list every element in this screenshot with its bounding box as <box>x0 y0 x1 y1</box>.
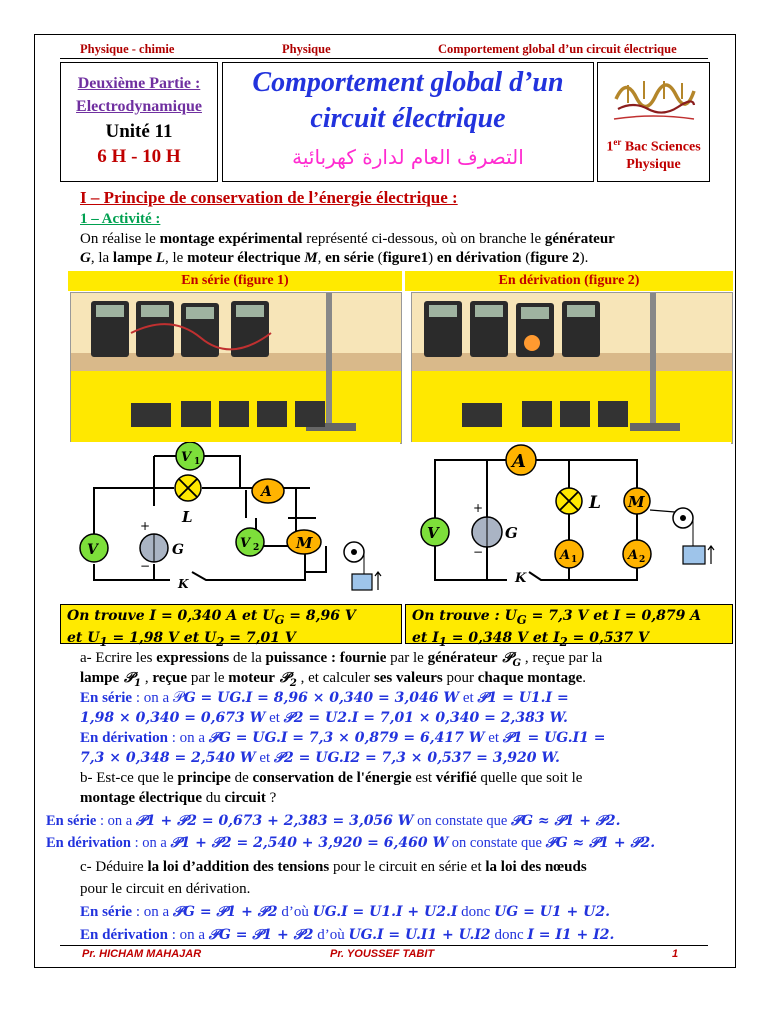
svg-text:2: 2 <box>639 555 646 565</box>
svg-text:−: − <box>473 545 484 559</box>
fig1-circuit <box>70 442 400 602</box>
M-label-2: M <box>628 493 645 511</box>
A2-label: A <box>628 548 639 563</box>
svg-text:1: 1 <box>571 555 578 565</box>
fig2-photo <box>411 292 733 444</box>
answer-b-deriv: En dérivation : on a 𝒫1 + 𝒫2 = 2,540 + 3,920 = 6,460 W on constate que 𝒫G ≈ 𝒫1 + 𝒫2. <box>46 835 656 851</box>
part-label: Deuxième Partie : <box>77 75 201 92</box>
intro-line-1: On réalise le montage expérimental représenté ci-dessous, où on branche le générateur <box>80 231 615 247</box>
V-label: V <box>87 542 98 558</box>
subject-label: Electrodynamique <box>76 98 202 115</box>
V2-sub: 2 <box>253 543 260 553</box>
fig1-label: En série (figure 1) <box>68 271 402 291</box>
hours-label: 6 H - 10 H <box>97 146 181 167</box>
answer-c-serie: En série : on a 𝒫G = 𝒫1 + 𝒫2 d’où UG.I = U1.I + U2.I donc UG = U1 + U2. <box>80 904 610 920</box>
section-heading: I – Principe de conservation de l’énergie électrique : <box>80 188 458 207</box>
footer-author-1: Pr. HICHAM MAHAJAR <box>82 948 202 960</box>
question-a-line-2: lampe 𝒫$_1$ , reçue par le moteur 𝒫$_2$ , et calculer ses valeurs pour chaque montage. <box>80 670 587 689</box>
header-left: Physique - chimie <box>80 42 175 56</box>
question-b-line-2: montage électrique du circuit ? <box>80 790 277 806</box>
intro-line-2: G, la lampe L, le moteur électrique M, en série (figure1) en dérivation (figure 2). <box>80 250 589 266</box>
A-label: A <box>261 484 272 500</box>
level-line-1: 1er Bac Sciences <box>606 137 701 155</box>
answer-a-deriv-1: En dérivation : on a 𝒫G = UG.I = 7,3 × 0,879 = 6,417 W et 𝒫1 = UG.I1 = <box>80 730 606 746</box>
answer-a-serie-2: 1,98 × 0,340 = 0,673 W et 𝒫2 = U2.I = 7,01 × 0,340 = 2,383 W. <box>80 710 568 726</box>
page-number: 1 <box>672 948 679 960</box>
fig1-results <box>60 604 402 649</box>
sub-heading: 1 – Activité : <box>80 211 161 227</box>
K-label: K <box>178 577 189 591</box>
title-arabic: التصرف العام لدارة كهربائية <box>292 145 524 169</box>
header-center: Physique <box>282 42 331 56</box>
V-label-2: V <box>427 524 439 542</box>
answer-c-deriv: En dérivation : on a 𝒫G = 𝒫1 + 𝒫2 d’où UG.I = U.I1 + U.I2 donc I = I1 + I2. <box>80 927 615 943</box>
level-box <box>597 62 710 182</box>
fig1-result-line-1: On trouve I = 0,340 A et $U_G = 8,96$ V <box>67 608 356 627</box>
title-line-2: circuit électrique <box>310 103 506 134</box>
header-right: Comportement global d’un circuit électrique <box>438 42 677 56</box>
answer-b-serie: En série : on a 𝒫1 + 𝒫2 = 0,673 + 2,383 = 3,056 W on constate que 𝒫G ≈ 𝒫1 + 𝒫2. <box>46 813 621 829</box>
question-a-line-1: a- Ecrire les expressions de la puissance : fournie par le générateur 𝒫$_G$ , reçue par la <box>80 650 603 669</box>
V1-sub: 1 <box>194 457 201 467</box>
footer-author-2: Pr. YOUSSEF TABIT <box>330 948 435 960</box>
title-line-1: Comportement global d’un <box>252 67 564 98</box>
K-label-2: K <box>515 571 527 586</box>
fig2-label: En dérivation (figure 2) <box>405 271 733 291</box>
svg-text:−: − <box>140 559 151 573</box>
svg-text:+: + <box>140 519 151 533</box>
footer-rule <box>60 945 708 946</box>
calligraphy-logo <box>608 69 698 127</box>
G-label: G <box>172 542 184 558</box>
unit-box <box>60 62 218 182</box>
fig2-results <box>405 604 733 649</box>
svg-text:+: + <box>473 501 484 515</box>
fig1-photo <box>70 292 402 444</box>
answer-a-deriv-2: 7,3 × 0,348 = 2,540 W et 𝒫2 = UG.I2 = 7,3 × 0,537 = 3,920 W. <box>80 750 560 766</box>
unit-label: Unité 11 <box>105 121 173 142</box>
V2-label: V <box>240 536 251 551</box>
L-label-2: L <box>589 493 601 513</box>
question-b-line-1: b- Est-ce que le principe de conservation de l'énergie est vérifié quelle que soit le <box>80 770 583 786</box>
A1-label: A <box>560 548 571 563</box>
question-c-line-2: pour le circuit en dérivation. <box>80 881 251 897</box>
header-rule <box>60 58 708 59</box>
V1-label: V <box>181 450 192 465</box>
title-box <box>222 62 594 182</box>
fig1-result-line-2: et $U_1 = 1,98$ V et $U_2 = 7,01$ V <box>67 629 296 649</box>
fig2-circuit <box>411 442 731 602</box>
fig2-result-line-1: On trouve : $U_G = 7,3$ V et I = 0,879 A <box>412 608 702 627</box>
M-label: M <box>296 534 313 552</box>
question-c-line-1: c- Déduire la loi d’addition des tensions pour le circuit en série et la loi des nœuds <box>80 859 587 875</box>
A-label-2: A <box>512 451 526 472</box>
level-line-2: Physique <box>626 157 681 172</box>
G-label-2: G <box>505 524 518 542</box>
answer-a-serie-1: En série : on a 𝒫G = UG.I = 8,96 × 0,340 = 3,046 W et 𝒫1 = U1.I = <box>80 690 569 706</box>
fig2-result-line-2: et $I_1 = 0,348$ V et $I_2 = 0,537$ V <box>412 629 649 649</box>
L-label: L <box>182 508 193 526</box>
